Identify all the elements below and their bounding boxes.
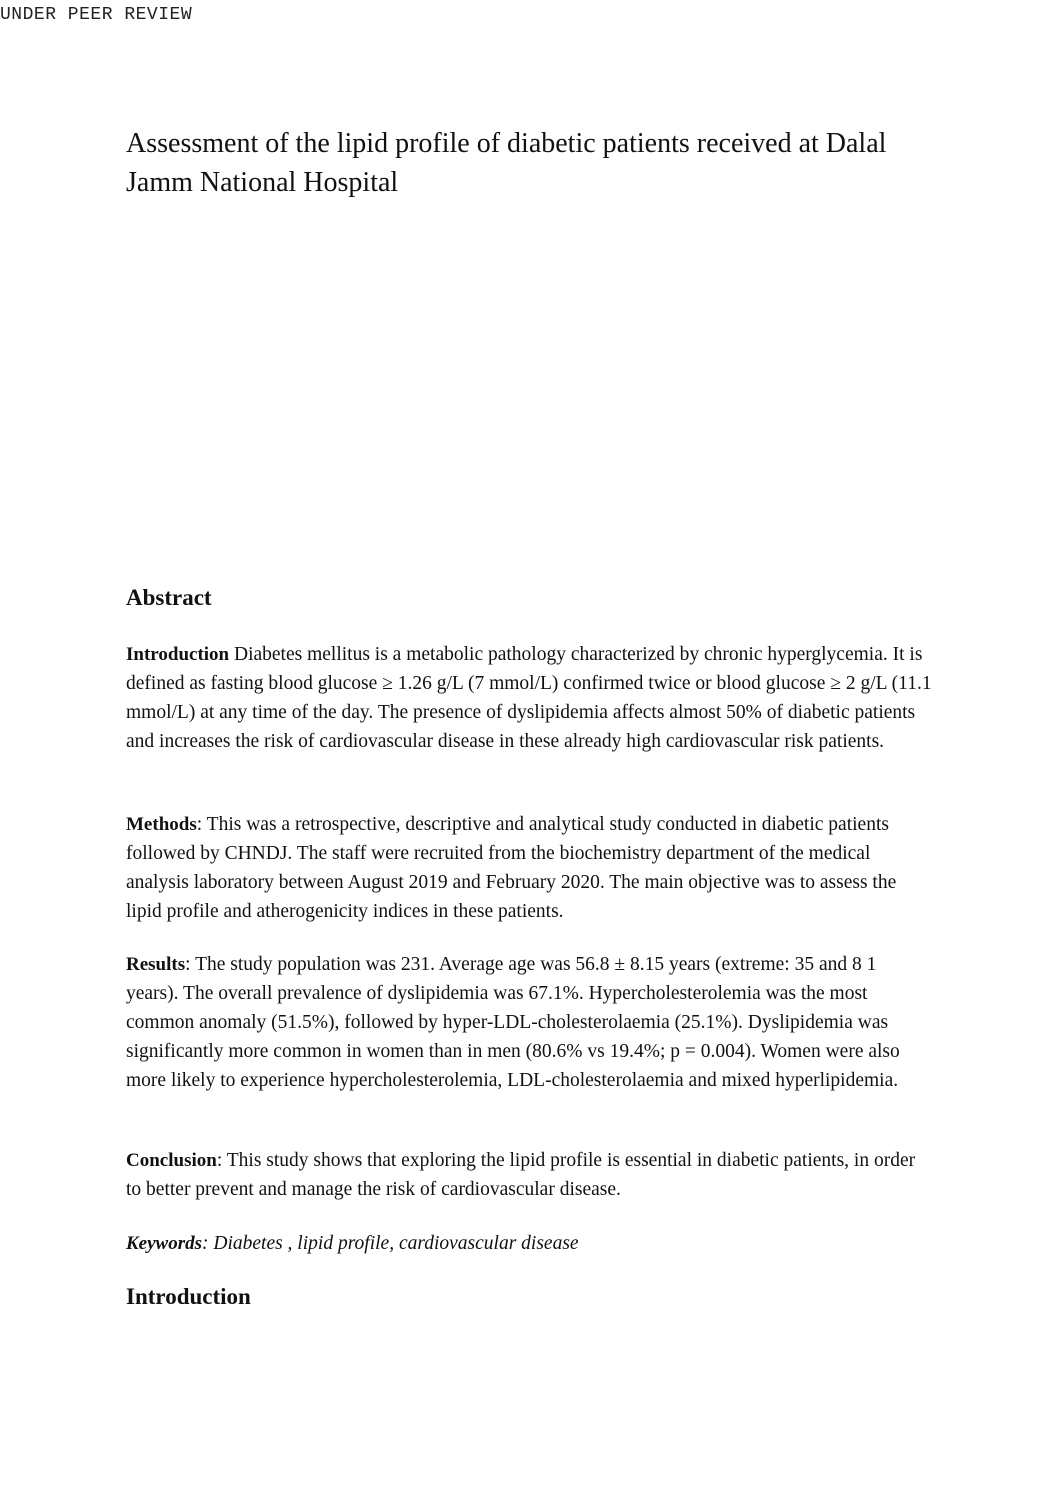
introduction-label: Introduction xyxy=(126,644,230,665)
introduction-heading: Introduction xyxy=(126,1284,251,1309)
introduction-text: Diabetes mellitus is a metabolic pathology characterized by chronic hyperglycemia. It is defined as fasting blood glucose ≥ 1.26 g/L (7 mmol/L) confirmed twice or blood glucose ≥ 2 g/L (11.1 mmol/L) at any time of the day. The presence of dyslipidemia affects almost 50% of diabetic patients and increases the risk of cardiovascular disease in these already high cardiovascular risk patients. xyxy=(126,644,932,752)
results-label: Results xyxy=(126,954,186,975)
abstract-introduction-paragraph xyxy=(126,640,932,756)
methods-text: : This was a retrospective, descriptive and analytical study conducted in diabetic patients followed by CHNDJ. The staff were recruited from the biochemistry department of the medical analysis laboratory between August 2019 and February 2020. The main objective was to assess the lipid profile and atherogenicity indices in these patients. xyxy=(126,814,897,922)
conclusion-text: : This study shows that exploring the lipid profile is essential in diabetic patients, in order to better prevent and manage the risk of cardiovascular disease. xyxy=(126,1150,916,1200)
abstract-methods-paragraph xyxy=(126,810,932,926)
abstract-results-paragraph xyxy=(126,950,932,1095)
keywords-text: : Diabetes , lipid profile, cardiovascular disease xyxy=(202,1233,579,1254)
abstract-heading: Abstract xyxy=(126,585,212,610)
abstract-conclusion-paragraph xyxy=(126,1146,932,1204)
conclusion-label: Conclusion xyxy=(126,1150,217,1171)
paper-title: Assessment of the lipid profile of diabetic patients received at Dalal Jamm National Hospital xyxy=(126,128,887,198)
results-text: : The study population was 231. Average age was 56.8 ± 8.15 years (extreme: 35 and 8 1 years). The overall prevalence of dyslipidemia was 67.1%. Hypercholesterolemia was the most common anomaly (51.5%), followed by hyper-LDL-cholesterolaemia (25.1%). Dyslipidemia was significantly more common in women than in men (80.6% vs 19.4%; p = 0.004). Women were also more likely to experience hypercholesterolemia, LDL-cholesterolaemia and mixed hyperlipidemia. xyxy=(126,954,900,1091)
keywords-label: Keywords xyxy=(126,1233,202,1254)
keywords-paragraph xyxy=(126,1229,932,1258)
methods-label: Methods xyxy=(126,814,197,835)
peer-review-watermark: UNDER PEER REVIEW xyxy=(0,5,193,25)
